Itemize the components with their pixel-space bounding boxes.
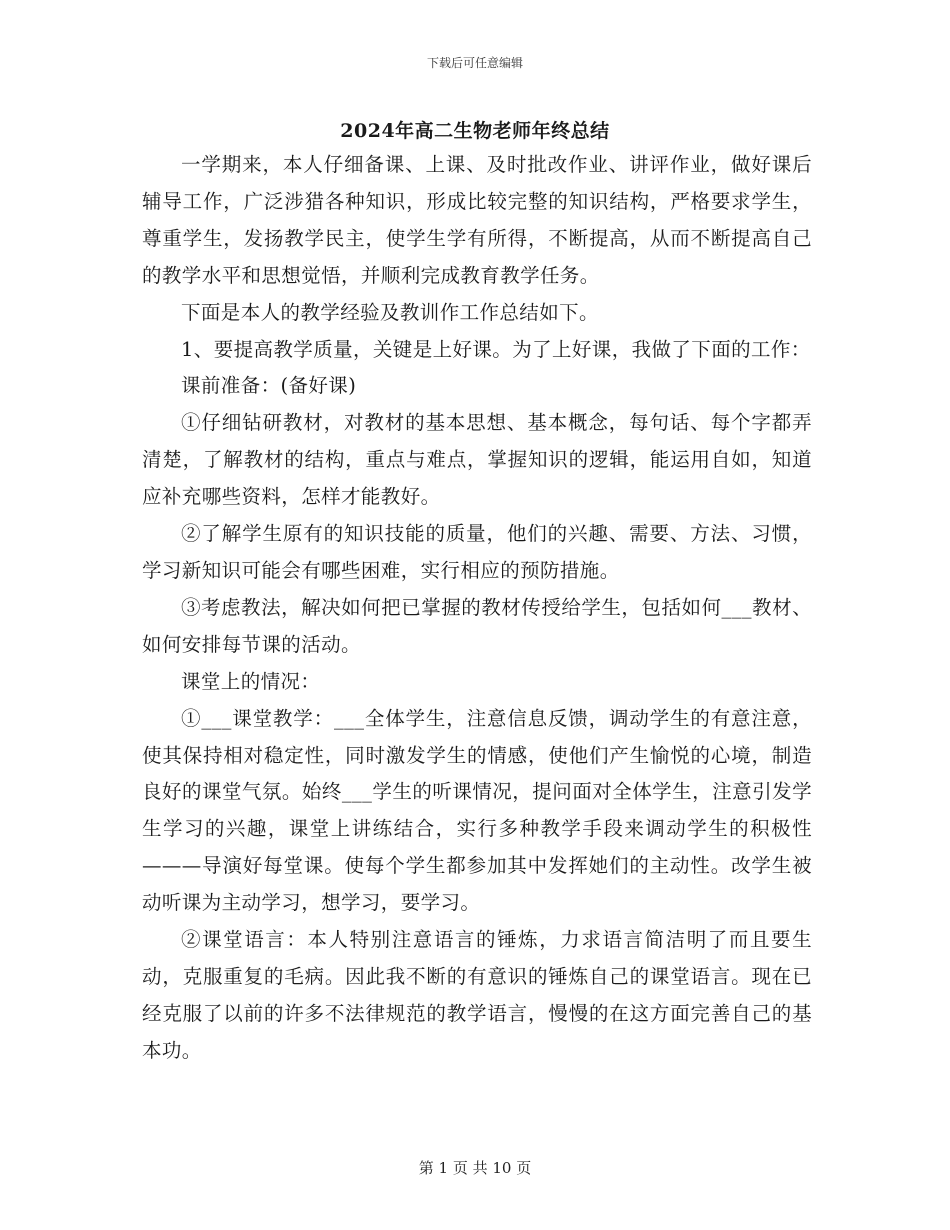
document-body <box>142 147 812 1070</box>
paragraph-8: 课堂上的情况： <box>181 669 321 693</box>
paragraph-3: 1、要提高教学质量，关键是上好课。为了上好课，我做了下面的工作： <box>181 337 811 361</box>
page-number: 第 1 页 共 10 页 <box>418 1159 532 1177</box>
paragraph-10: ②课堂语言：本人特别注意语言的锤炼，力求语言简洁明了而且要生动，克服重复的毛病。因此我不断的有意识的锤炼自己的课堂语言。现在已经克服了以前的许多不法律规范的教学语言，慢慢的在这方面完善自己的基本功。 <box>142 928 812 1062</box>
header-note: 下载后可任意编辑 <box>426 56 523 70</box>
paragraph-4: 课前准备：(备好课) <box>181 374 357 398</box>
paragraph-6: ②了解学生原有的知识技能的质量，他们的兴趣、需要、方法、习惯，学习新知识可能会有哪些困难，实行相应的预防措施。 <box>142 522 812 582</box>
paragraph-2: 下面是本人的教学经验及教训作工作总结如下。 <box>181 300 599 324</box>
paragraph-9: ①___课堂教学：___全体学生，注意信息反馈，调动学生的有意注意，使其保持相对稳定性，同时激发学生的情感，使他们产生愉悦的心境，制造良好的课堂气氛。始终___学生的听课情况，提问面对全体学生，注意引发学生学习的兴趣，课堂上讲练结合，实行多种教学手段来调动学生的积极性———导演好每堂课。使每个学生都参加其中发挥她们的主动性。改学生被动听课为主动学习，想学习，要学习。 <box>142 706 812 915</box>
paragraph-7: ③考虑教法，解决如何把已掌握的教材传授给学生，包括如何___教材、如何安排每节课的活动。 <box>142 595 812 656</box>
document-title: 2024年高二生物老师年终总结 <box>340 120 610 142</box>
paragraph-1: 一学期来，本人仔细备课、上课、及时批改作业、讲评作业，做好课后辅导工作，广泛涉猎各种知识，形成比较完整的知识结构，严格要求学生，尊重学生，发扬教学民主，使学生学有所得，不断提高，从而不断提高自己的教学水平和思想觉悟，并顺利完成教育教学任务。 <box>142 153 812 287</box>
paragraph-5: ①仔细钻研教材，对教材的基本思想、基本概念，每句话、每个字都弄清楚，了解教材的结构，重点与难点，掌握知识的逻辑，能运用自如，知道应补充哪些资料，怎样才能教好。 <box>142 411 812 509</box>
